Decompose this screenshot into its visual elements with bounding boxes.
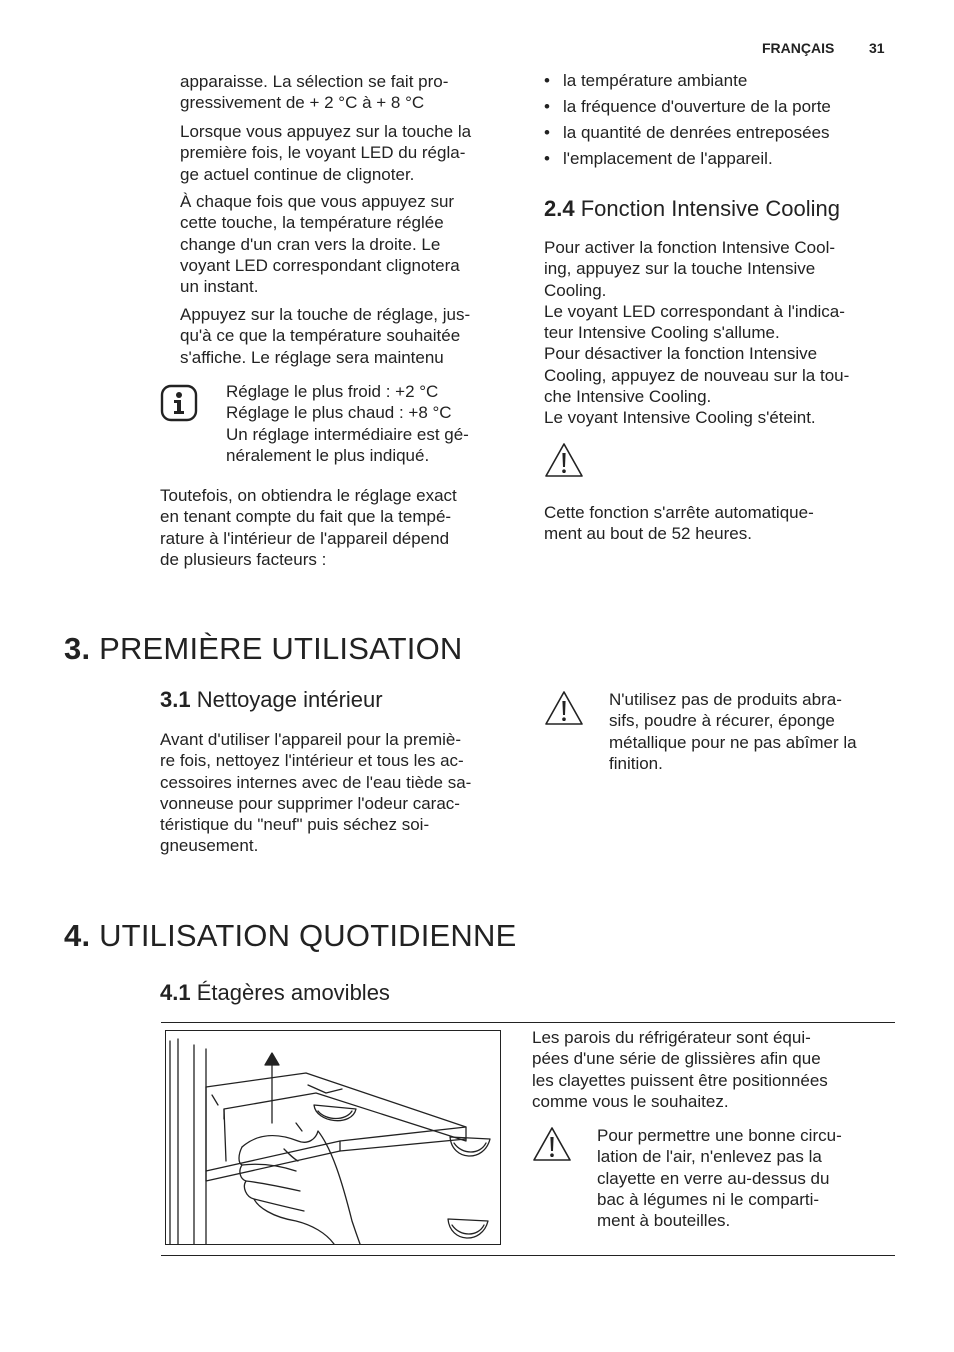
heading-2-4-text: Fonction Intensive Cooling [580, 196, 840, 221]
list-item: • la fréquence d'ouverture de la porte [544, 94, 904, 120]
heading-4-1-num: 4.1 [160, 980, 191, 1005]
section-4-title [64, 918, 517, 954]
cleaning-warning: N'utilisez pas de produits abra- sifs, poudre à récurer, éponge métallique pour ne pas abîmer la finition. [609, 690, 857, 773]
intensive-cooling-text: Pour activer la fonction Intensive Cool- ing, appuyez sur la touche Intensive Cooling. Le voyant LED correspondant à l'indica- teur Intensive Cooling s'allume. Pour désactiver la fonction Intensive Cooling, appuyez de nouveau sur la tou- che Intensive Cooling. Le voyant Intensive Cooling s'éteint. [544, 238, 850, 428]
section-3-text: PREMIÈRE UTILISATION [99, 631, 463, 666]
heading-2-4-num: 2.4 [544, 196, 575, 221]
divider [161, 1022, 895, 1023]
heading-3-1-num: 3.1 [160, 687, 191, 712]
page-number: 31 [869, 40, 885, 56]
paragraph-hold-press: Appuyez sur la touche de réglage, jus- qu'à ce que la température souhaitée s'affiche. Le réglage sera maintenu [180, 305, 471, 367]
section-4-text: UTILISATION QUOTIDIENNE [99, 918, 517, 953]
paragraph-selection: apparaisse. La sélection se fait pro- gressivement de + 2 °C à + 8 °C [180, 72, 449, 113]
shelves-warning: Pour permettre une bonne circu- lation de l'air, n'enlevez pas la clayette en verre au-dessus du bac à légumes ni le comparti- ment à bouteilles. [597, 1126, 842, 1231]
heading-4-1 [160, 980, 390, 1006]
shelf-illustration [165, 1030, 501, 1245]
heading-3-1-text: Nettoyage intérieur [196, 687, 383, 712]
heading-2-4 [544, 196, 840, 222]
info-icon [160, 384, 198, 422]
heading-4-1-text: Étagères amovibles [196, 980, 390, 1005]
warning-icon [544, 442, 584, 478]
info-note-text: Réglage le plus froid : +2 °C Réglage le plus chaud : +8 °C Un réglage intermédiaire est gé- néralement le plus indiqué. [226, 382, 469, 465]
cleaning-text: Avant d'utiliser l'appareil pour la premiè- re fois, nettoyez l'intérieur et tous les ac- cessoires internes avec de l'eau tiède sa- vonneuse pour supprimer l'odeur carac- téristique du "neuf" puis séchez soi- gneusement. [160, 730, 472, 856]
shelves-text: Les parois du réfrigérateur sont équi- pées d'une série de glissières afin que les clayettes puissent être positionnées comme vous le souhaitez. [532, 1028, 828, 1111]
section-3-title [64, 631, 463, 667]
intensive-cooling-warning: Cette fonction s'arrête automatique- ment au bout de 52 heures. [544, 503, 814, 544]
list-item: • la quantité de denrées entreposées [544, 120, 904, 146]
paragraph-each-press: À chaque fois que vous appuyez sur cette touche, la température réglée change d'un cran vers la droite. Le voyant LED correspondant clignotera un instant. [180, 192, 460, 297]
paragraph-factors: Toutefois, on obtiendra le réglage exact en tenant compte du fait que la tempé- rature à l'intérieur de l'appareil dépend de plusieurs facteurs : [160, 486, 457, 569]
section-4-num: 4. [64, 918, 91, 953]
warning-icon [544, 690, 584, 726]
header-language: FRANÇAIS [762, 40, 835, 56]
list-item: • l'emplacement de l'appareil. [544, 146, 904, 172]
divider [161, 1255, 895, 1256]
heading-3-1 [160, 687, 383, 713]
paragraph-first-press: Lorsque vous appuyez sur la touche la première fois, le voyant LED du régla- ge actuel continue de clignoter. [180, 122, 472, 184]
section-3-num: 3. [64, 631, 91, 666]
factor-list [544, 68, 904, 172]
list-item: • la température ambiante [544, 68, 904, 94]
warning-icon [532, 1126, 572, 1162]
